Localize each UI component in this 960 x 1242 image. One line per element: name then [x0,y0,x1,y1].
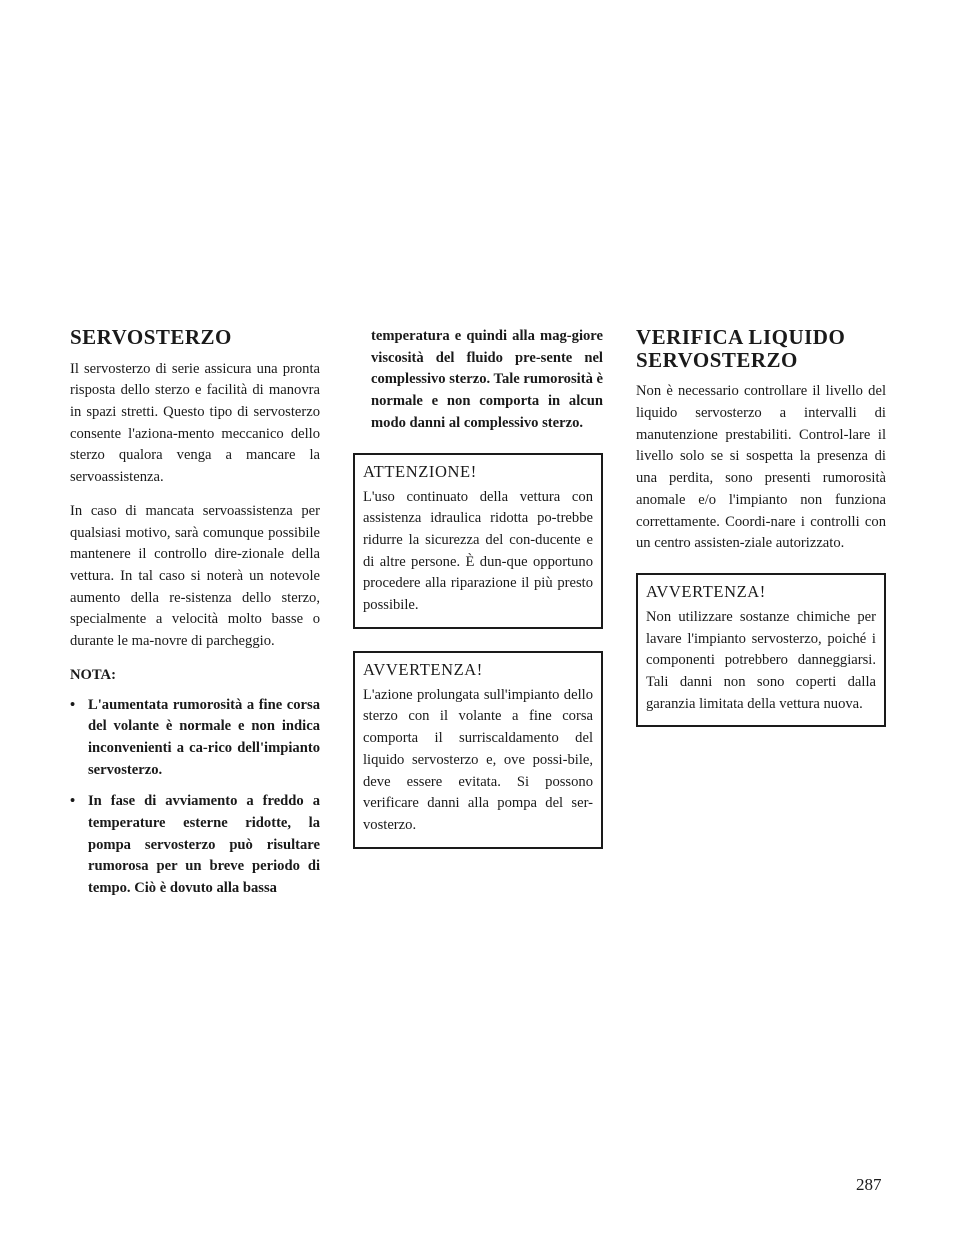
warning-heading: AVVERTENZA! [363,659,483,679]
attention-text: L'uso continuato della vettura con assistenza idraulica ridotta po-trebbe ridurre la sicurezza del con-ducente e di altre persone. È dun-que opportuno procedere alla riparazione il più presto possibile. [363,488,593,614]
title-line-2: SERVOSTERZO [636,347,798,372]
warning-box-chemicals [636,573,886,728]
note-label: NOTA: [70,666,116,683]
warning-box-steering [353,651,603,849]
warning-heading: AVVERTENZA! [646,581,766,601]
bullet-text: In fase di avviamento a freddo a temperature esterne ridotte, la pompa servosterzo può risultare rumorosa per un breve periodo di tempo. Ciò è dovuto alla bassa [88,793,320,897]
left-column [70,326,320,910]
right-column [636,326,886,727]
page-number: 287 [856,1175,882,1194]
check-paragraph: Non è necessario controllare il livello del liquido servosterzo a intervalli di manutenzione prestabiliti. Control-lare il livello solo se si sospetta la presenza di una perdita, sono presenti rumorosità anomale e/o l'impianto non funziona correttamente. Coordi-nare i controlli con un centro assisten-ziale autorizzato. [636,383,886,552]
list-item [70,791,320,900]
failure-paragraph: In caso di mancata servoassistenza per qualsiasi motivo, sarà comunque possibile mantenere il controllo dire-zionale della vettura. In tal caso si noterà un notevole aumento della re-sistenza dello sterzo, specialmente a velocità molto basse o durante le ma-novre di parcheggio. [70,502,320,650]
bullet-continuation: temperatura e quindi alla mag-giore viscosità del fluido pre-sente nel complessivo sterzo. Tale rumorosità è normale e non comporta in alcun modo danni al complessivo sterzo. [371,328,603,431]
attention-box [353,453,603,629]
section-title-verifica [636,326,886,371]
intro-paragraph: Il servosterzo di serie assicura una pronta risposta dello sterzo e facilità di manovra in spazi stretti. Questo tipo di servosterzo consente l'aziona-mento meccanico dello sterzo qualora venga a mancare la servoassistenza. [70,360,320,486]
bullet-icon: • [70,793,76,810]
bullet-icon: • [70,696,76,713]
bullet-text: L'aumentata rumorosità a fine corsa del volante è normale e non indica inconvenienti a ca-rico dell'impianto servosterzo. [88,696,320,778]
middle-column [353,326,603,849]
section-title-servosterzo: SERVOSTERZO [70,325,232,349]
warning-text: L'azione prolungata sull'impianto dello sterzo con il volante a fine corsa comporta il surriscaldamento del liquido servosterzo e, ove possi-bile, deve essere evitata. Si possono verificare danni alla pompa del ser-vosterzo. [363,686,593,833]
warning-text: Non utilizzare sostanze chimiche per lavare l'impianto servosterzo, poiché i componenti potrebbero danneggiarsi. Tali danni non sono coperti dalla garanzia limitata della vettura nuova. [646,608,876,712]
list-item [70,695,320,782]
title-line-1: VERIFICA LIQUIDO [636,325,846,349]
note-bullet-list [70,695,320,900]
attention-heading: ATTENZIONE! [363,461,477,481]
